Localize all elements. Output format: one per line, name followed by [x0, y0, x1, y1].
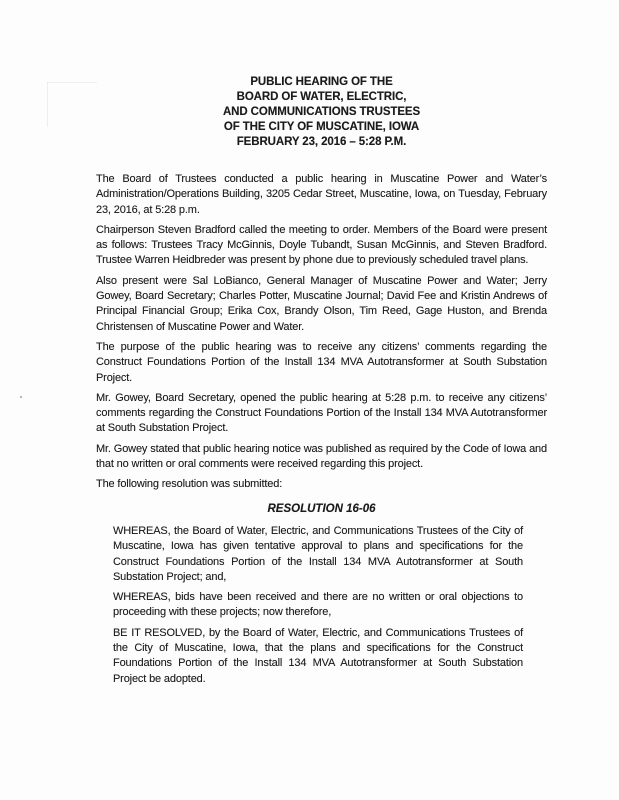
resolution-whereas-2: WHEREAS, bids have been received and there are no written or oral objections to proceeding with these projects; now therefore,: [113, 591, 523, 619]
paragraph-purpose: The purpose of the public hearing was to receive any citizens’ comments regarding the Construct Foundations Portion of the Install 134 MVA Autotransformer at South Substation Project.: [96, 340, 547, 384]
scan-artifact: [47, 82, 48, 127]
paragraph-hearing-opened: Mr. Gowey, Board Secretary, opened the public hearing at 5:28 p.m. to receive any citizens’ comments regarding the Construct Foundations Portion of the Install 134 MVA Autotransformer at South Substation Project.: [96, 391, 547, 435]
scan-artifact: [47, 82, 97, 83]
resolution-be-it-resolved: BE IT RESOLVED, by the Board of Water, Electric, and Communications Trustees of the City of Muscatine, Iowa, that the plans and specifications for the Construct Foundations Portion of the Install 134 MVA Autotransformer at South Substation Project be adopted.: [113, 626, 523, 685]
title-line-4: OF THE CITY OF MUSCATINE, IOWA: [223, 121, 420, 133]
paragraph-hearing-location: The Board of Trustees conducted a public hearing in Muscatine Power and Water’s Administration/Operations Building, 3205 Cedar Street, Muscatine, Iowa, on Tuesday, February 23, 2016, at 5:28 p.m.: [96, 173, 547, 216]
paragraph-resolution-intro: The following resolution was submitted:: [96, 478, 283, 491]
title-line-3: AND COMMUNICATIONS TRUSTEES: [222, 106, 421, 118]
paragraph-call-to-order: Chairperson Steven Bradford called the meeting to order. Members of the Board were present as follows: Trustees Tracy McGinnis, Doyle Tubandt, Susan McGinnis, and Steven Bradford. Trustee Warren Heidbreder was present by phone due to previously scheduled travel plans.: [96, 223, 547, 267]
paragraph-also-present: Also present were Sal LoBianco, General Manager of Muscatine Power and Water; Jerry Gowey, Board Secretary; Charles Potter, Muscatine Journal; David Fee and Kristin Andrews of Principal Financial Group; Erika Cox, Brandy Olson, Tim Reed, Gage Huston, and Brenda Christensen of Muscatine Power and Water.: [96, 274, 547, 333]
scan-artifact: [20, 396, 22, 398]
title-line-2: BOARD OF WATER, ELECTRIC,: [236, 91, 407, 103]
resolution-whereas-1: WHEREAS, the Board of Water, Electric, and Communications Trustees of the City of Muscatine, Iowa has given tentative approval to plans and specifications for the Construct Foundations Portion of the Install 134 MVA Autotransformer at South Substation Project; and,: [113, 524, 523, 583]
paragraph-notice-published: Mr. Gowey stated that public hearing notice was published as required by the Code of Iowa and that no written or oral comments were received regarding this project.: [96, 442, 547, 471]
document-title: [96, 75, 547, 150]
title-line-1: PUBLIC HEARING OF THE: [250, 76, 393, 88]
document-content: [96, 75, 547, 692]
title-line-5: FEBRUARY 23, 2016 – 5:28 P.M.: [236, 136, 407, 148]
resolution-title: RESOLUTION 16-06: [267, 502, 376, 515]
